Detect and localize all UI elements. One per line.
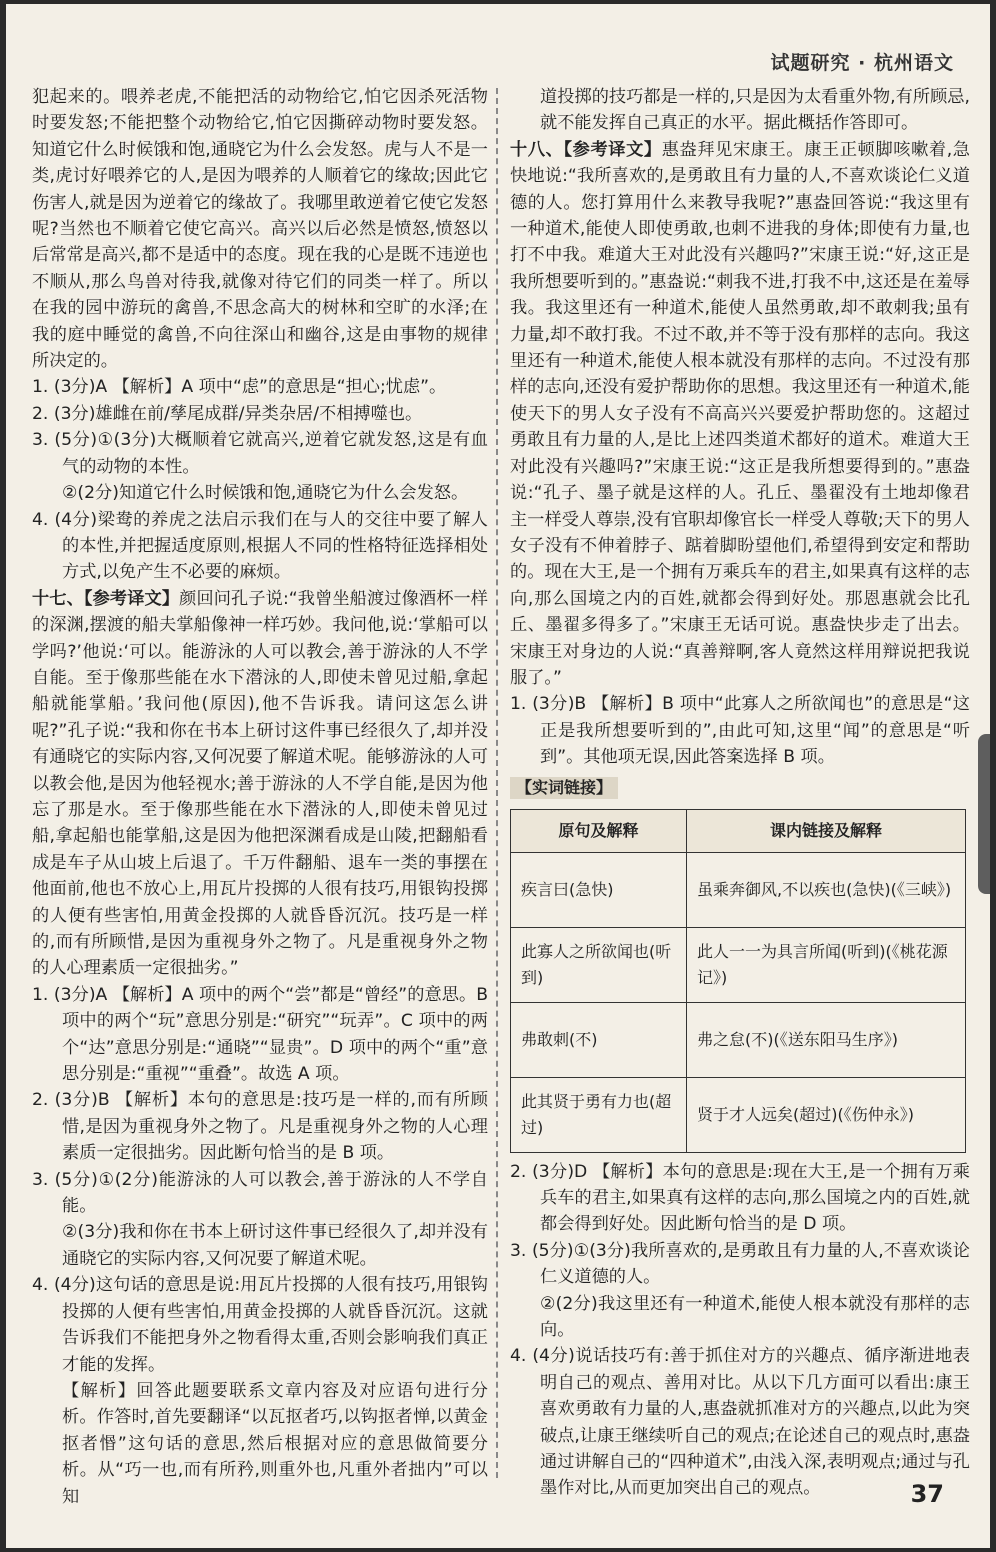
table-cell: 贤于才人远矣(超过)(《伤仲永》) xyxy=(687,1077,966,1152)
answer-18-1: 1. (3分)B 【解析】B 项中“此寡人之所欲闻也”的意思是“这正是我所想要听到的”,由此可知,这里“闻”的意思是“听到”。其他项无误,因此答案选择 B 项。 xyxy=(510,694,970,768)
right-column xyxy=(510,84,970,1502)
answer-16-4: 4. (4分)梁鸯的养虎之法启示我们在与人的交往中要了解人的本性,并把握适度原则,根据人不同的性格特征选择相处方式,以免产生不必要的麻烦。 xyxy=(32,509,488,583)
answer-17-2: 2. (3分)B 【解析】本句的意思是:技巧是一样的,而有所顾惜,是因为重视身外之物了。凡是重视身外之物的人心理素质一定很拙劣。因此断句恰当的是 B 项。 xyxy=(32,1090,488,1164)
table-cell: 此其贤于勇有力也(超过) xyxy=(511,1077,687,1152)
table-row xyxy=(511,927,966,1002)
table-header: 课内链接及解释 xyxy=(687,809,966,852)
answer-17-4: 4. (4分)这句话的意思是说:用瓦片投掷的人很有技巧,用银钩投掷的人便有些害怕,用黄金投掷的人就昏昏沉沉。这就告诉我们不能把身外之物看得太重,否则会影响我们真正才能的发挥。 xyxy=(32,1275,488,1375)
table-header-row xyxy=(511,809,966,852)
answer-18-2: 2. (3分)D 【解析】本句的意思是:现在大王,是一个拥有万乘兵车的君主,如果真有这样的志向,那么国境之内的百姓,就都会得到好处。因此断句恰当的是 D 项。 xyxy=(510,1161,970,1235)
answer-17-3-part2: ②(3分)我和你在书本上研讨这件事已经很久了,却并没有通晓它的实际内容,又何况要了解道术呢。 xyxy=(62,1222,488,1269)
answer-18-4: 4. (4分)说话技巧有:善于抓住对方的兴趣点、循序渐进地表明自己的观点、善用对比。从以下几方面可以看出:康王喜欢勇敢有力量的人,惠盎就抓准对方的兴趣点,以此为突破点,让康王继续听自己的观点;在论述自己的观点时,惠盎通过讲解自己的“四种道术”,由浅入深,表明观点;通过与孔墨作对比,从而更加突出自己的观点。 xyxy=(510,1346,970,1499)
table-row xyxy=(511,1077,966,1152)
section-17-label: 十七、【参考译文】 xyxy=(32,588,180,609)
table-cell: 此人一一为具言所闻(听到)(《桃花源记》) xyxy=(687,927,966,1002)
section-18-translation xyxy=(510,137,970,692)
translation-continued: 犯起来的。喂养老虎,不能把活的动物给它,怕它因杀死活物时要发怒;不能把整个动物给它,怕它因撕碎动物时要发怒。知道它什么时候饿和饱,通晓它为什么会发怒。虎与人不是一类,虎讨好喂养它的人,是因为喂养的人顺着它的缘故;因此它伤害人,就是因为逆着它的缘故了。我哪里敢逆着它使它发怒呢?当然也不顺着它使它高兴。高兴以后必然是愤怒,愤怒以后常常是高兴,都不是适中的态度。现在我的心是既不违逆也不顺从,那么鸟兽对待我,就像对待它们的同类一样了。所以在我的园中游玩的禽兽,不思念高大的树林和空旷的水泽;在我的庭中睡觉的禽兽,不向往深山和幽谷,这是由事物的规律所决定的。 xyxy=(32,87,488,372)
answer-17-1: 1. (3分)A 【解析】A 项中的两个“尝”都是“曾经”的意思。B 项中的两个“玩”意思分别是:“研究”“玩弄”。C 项中的两个“达”意思分别是:“通晓”“显贵”。D 项中的两个“重”意思分别是:“重视”“重叠”。故选 A 项。 xyxy=(32,984,488,1085)
table-cell: 弗敢刺(不) xyxy=(511,1002,687,1077)
answer-16-1: 1. (3分)A 【解析】A 项中“虑”的意思是“担心;忧虑”。 xyxy=(32,377,447,398)
answer-17-4-analysis: 【解析】回答此题要联系文章内容及对应语句进行分析。作答时,首先要翻译“以瓦抠者巧,以钩抠者惮,以黄金抠者惽”这句话的意思,然后根据对应的意思做简要分析。从“巧一也,而有所矜,则重外也,凡重外者拙内”可以知 xyxy=(62,1380,488,1507)
page-number: 37 xyxy=(910,1480,944,1508)
page-tab-marker xyxy=(978,734,990,894)
left-column xyxy=(32,84,488,1510)
section-17-text: 颜回问孔子说:“我曾坐船渡过像酒杯一样的深渊,摆渡的船夫掌船像神一样巧妙。我问他,说:‘掌船可以学吗?’他说:‘可以。能游泳的人可以教会,善于游泳的人不学自能。至于像那些能在水下潜泳的人,即使未曾见过船,拿起船就能掌船。’我问他(原因),他不告诉我。请问这怎么讲呢?”孔子说:“我和你在书本上研讨这件事已经很久了,却并没有通晓它的实际内容,又何况要了解道术呢。能够游泳的人可以教会他,是因为他轻视水;善于游泳的人不学自能,是因为他忘了那是水。至于像那些能在水下潜泳的人,即使未曾见过船,拿起船也能掌船,这是因为他把深渊看成是山陵,把翻船看成是车子从山坡上后退了。千万件翻船、退车一类的事摆在他面前,他也不放心上,用瓦片投掷的人很有技巧,用银钩投掷的人便有些害怕,用黄金投掷的人就昏昏沉沉。技巧是一样的,而有所顾惜,是因为重视身外之物了。凡是重视身外之物的人心理素质一定很拙劣。” xyxy=(32,588,488,979)
section-17-translation xyxy=(32,586,488,982)
book-page xyxy=(6,4,990,1548)
table-cell: 疾言曰(急快) xyxy=(511,852,687,927)
table-cell: 弗之怠(不)(《送东阳马生序》) xyxy=(687,1002,966,1077)
answer-16-2: 2. (3分)雄雌在前/孳尾成群/异类杂居/不相搏噬也。 xyxy=(32,403,423,424)
answer-17-3-part1: 3. (5分)①(2分)能游泳的人可以教会,善于游泳的人不学自能。 xyxy=(32,1169,488,1217)
answer-18-3-part1: 3. (5分)①(3分)我所喜欢的,是勇敢且有力量的人,不喜欢谈论仁义道德的人。 xyxy=(510,1240,970,1288)
answer-18-3-part2: ②(2分)我这里还有一种道术,能使人根本就没有那样的志向。 xyxy=(540,1293,970,1340)
column-divider xyxy=(496,88,498,1478)
table-header: 原句及解释 xyxy=(511,809,687,852)
vocab-table xyxy=(510,809,966,1153)
table-cell: 此寡人之所欲闻也(听到) xyxy=(511,927,687,1002)
analysis-continued: 道投掷的技巧都是一样的,只是因为太看重外物,有所顾忌,就不能发挥自己真正的水平。据此概括作答即可。 xyxy=(540,87,970,134)
section-18-label: 十八、【参考译文】 xyxy=(510,139,662,160)
answer-16-3-part2: ②(2分)知道它什么时候饿和饱,通晓它为什么会发怒。 xyxy=(62,483,469,504)
table-row xyxy=(511,1002,966,1077)
answer-16-3-part1: 3. (5分)①(3分)大概顺着它就高兴,逆着它就发怒,这是有血气的动物的本性。 xyxy=(32,430,488,477)
running-header: 试题研究 · 杭州语文 xyxy=(770,52,954,74)
table-row xyxy=(511,852,966,927)
vocab-link-label: 【实词链接】 xyxy=(510,777,618,799)
section-18-text: 惠盎拜见宋康王。康王正顿脚咳嗽着,急快地说:“我所喜欢的,是勇敢且有力量的人,不喜欢谈论仁义道德的人。您打算用什么来教导我呢?”惠盎回答说:“我这里有一种道术,能使人即使勇敢,也刺不进我的身体;即使有力量,也打不中我。难道大王对此没有兴趣吗?”宋康王说:“好,这正是我所想要听到的。”惠盎说:“刺我不进,打我不中,这还是在羞辱我。我这里还有一种道术,能使人虽然勇敢,却不敢刺我;虽有力量,却不敢打我。不过不敢,并不等于没有那样的志向。我这里还有一种道术,能使人根本就没有那样的志向。不过没有那样的志向,还没有爱护帮助你的思想。我这里还有一种道术,能使天下的男人女子没有不高高兴兴要爱护帮助您的。这超过勇敢且有力量的人,是比上述四类道术都好的道术。难道大王对此没有兴趣吗?”宋康王说:“这正是我所想要得到的。”惠盎说:“孔子、墨子就是这样的人。孔丘、墨翟没有土地却像君主一样受人尊崇,没有官职却像官长一样受人尊敬;天下的男人女子没有不伸着脖子、踮着脚盼望他们,希望得到安定和帮助的。现在大王,是一个拥有万乘兵车的君主,如果真有这样的志向,那么国境之内的百姓,就都会得到好处。那恩惠就会比孔丘、墨翟多得多了。”宋康王无话可说。惠盎快步走了出去。宋康王对身边的人说:“真善辩啊,客人竟然这样用辩说把我说服了。” xyxy=(510,139,970,688)
table-cell: 虽乘奔御风,不以疾也(急快)(《三峡》) xyxy=(687,852,966,927)
